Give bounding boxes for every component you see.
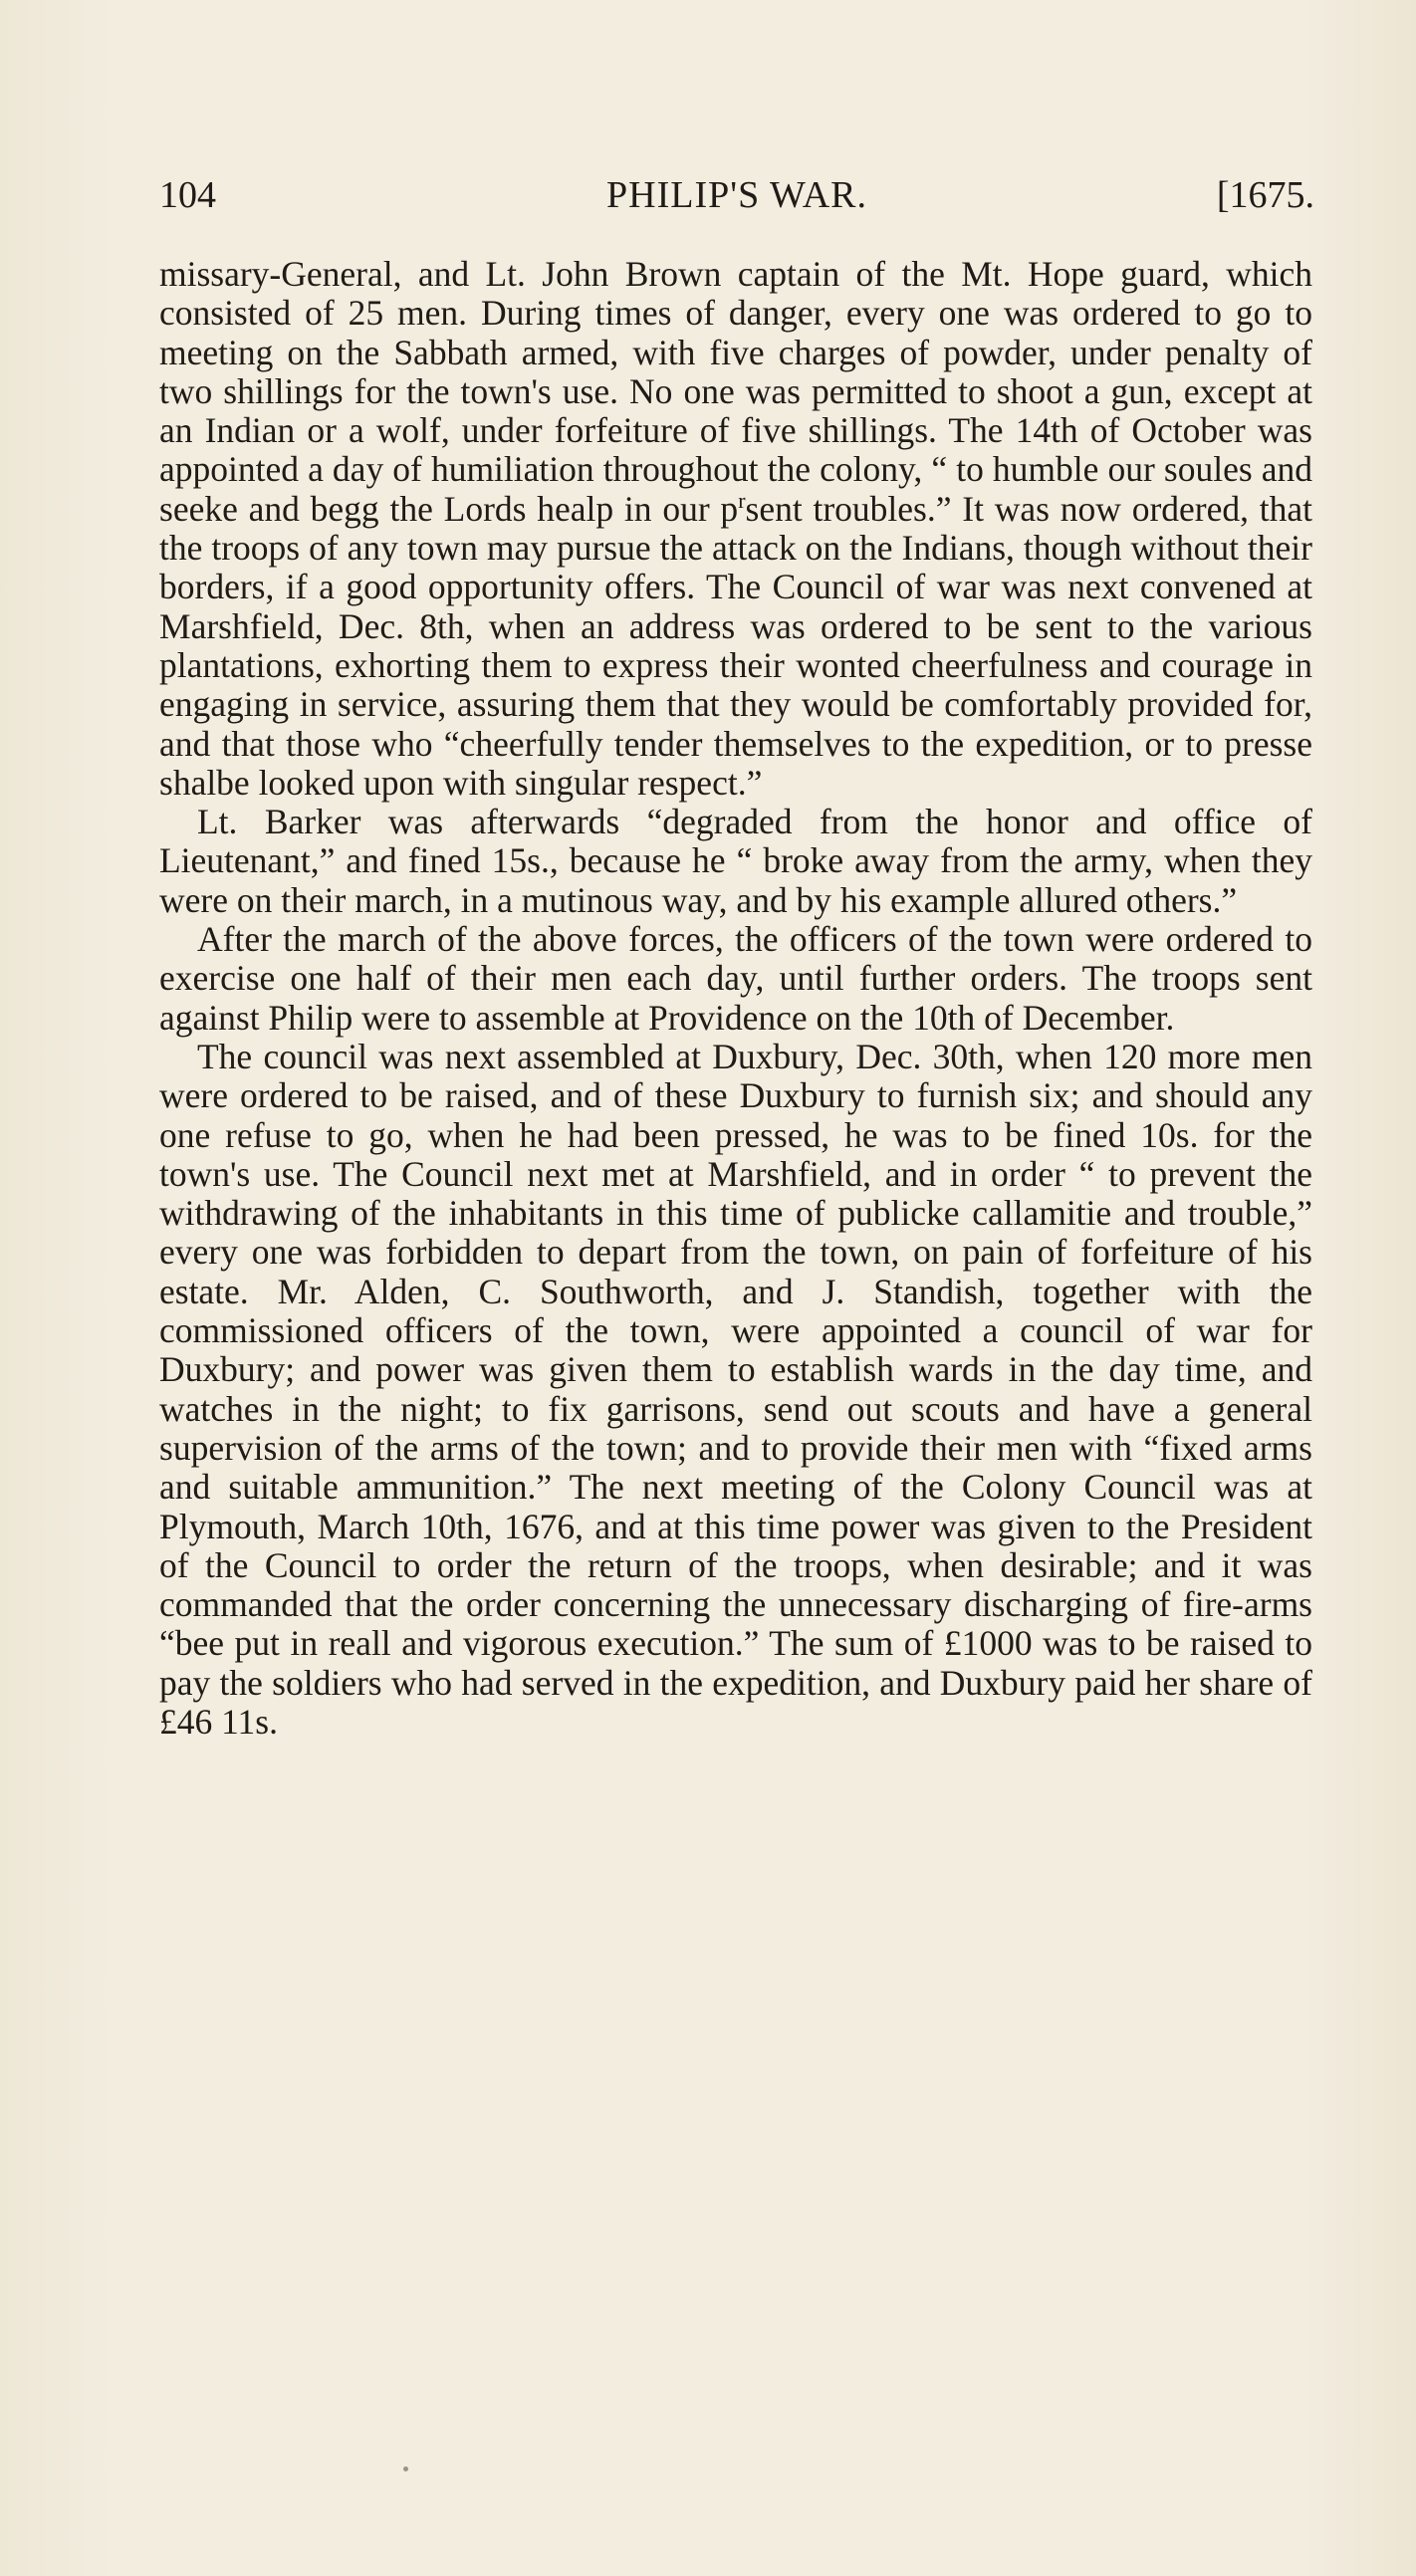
paragraph-4: The council was next assembled at Duxbury, Dec. 30th, when 120 more men were ordered to be raised, and of these Duxbury to furnish six; and should any one refuse to go, when he had been pressed, he was to be fined 10s. for the town's use. The Council next met at Marshfield, and in order “ to prevent the withdrawing of the inhabitants in this time of publicke callamitie and trouble,” every one was forbidden to depart from the town, on pain of forfeiture of his estate. Mr. Alden, C. Southworth, and J. Standish, together with the commissioned officers of the town, were appointed a council of war for Duxbury; and power was given them to establish wards in the day time, and watches in the night; to fix garrisons, send out scouts and have a general supervision of the arms of the town; and to provide their men with “fixed arms and suitable ammunition.” The next meeting of the Colony Council was at Plymouth, March 10th, 1676, and at this time power was given to the President of the Council to order the return of the troops, when desirable; and it was commanded that the order concerning the unnecessary discharging of fire-arms “bee put in reall and vigorous execution.” The sum of £1000 was to be raised to pay the soldiers who had served in the expedition, and Duxbury paid her share of £46 11s.: [159, 1036, 1312, 1742]
paper-speck: [403, 2466, 408, 2471]
paragraph-3: After the march of the above forces, the officers of the town were ordered to exercise one half of their men each day, until further orders. The troops sent against Philip were to assemble at Providence on the 10th of December.: [159, 919, 1312, 1038]
paragraph-1-text-b: sent troubles.” It was now ordered, that the troops of any town may pursue the attack on the Indians, though without their borders, if a good opportunity offers. The Council of war was next convened at Marshfield, Dec. 8th, when an address was ordered to be sent to the various plantations, exhorting them to express their wonted cheerfulness and courage in engaging in service, assuring them that they would be comfortably provided for, and that those who “cheerfully tender themselves to the expedition, or to presse shalbe looked upon with singular respect.”: [159, 488, 1312, 803]
paragraph-1-text-a: missary-General, and Lt. John Brown captain of the Mt. Hope guard, which consisted of 25 men. During times of danger, every one was ordered to go to meeting on the Sabbath armed, with five charges of powder, under penalty of two shillings for the town's use. No one was permitted to shoot a gun, except at an Indian or a wolf, under forfeiture of five shillings. The 14th of October was appointed a day of humiliation throughout the colony, “ to humble our soules and seeke and begg the Lords healp in our p: [159, 254, 1312, 529]
running-head-year: [1675.: [1216, 174, 1314, 216]
body-text: [159, 255, 1312, 1742]
page-title: PHILIP'S WAR.: [606, 174, 867, 216]
paragraph-2: Lt. Barker was afterwards “degraded from the honor and office of Lieutenant,” and fined 15s., because he “ broke away from the army, when they were on their march, in a mutinous way, and by his example allured others.”: [159, 802, 1312, 920]
page-number: 104: [159, 174, 216, 216]
running-head: [159, 165, 1314, 225]
superscript-r: r: [738, 487, 746, 513]
paragraph-1: [159, 255, 1312, 803]
